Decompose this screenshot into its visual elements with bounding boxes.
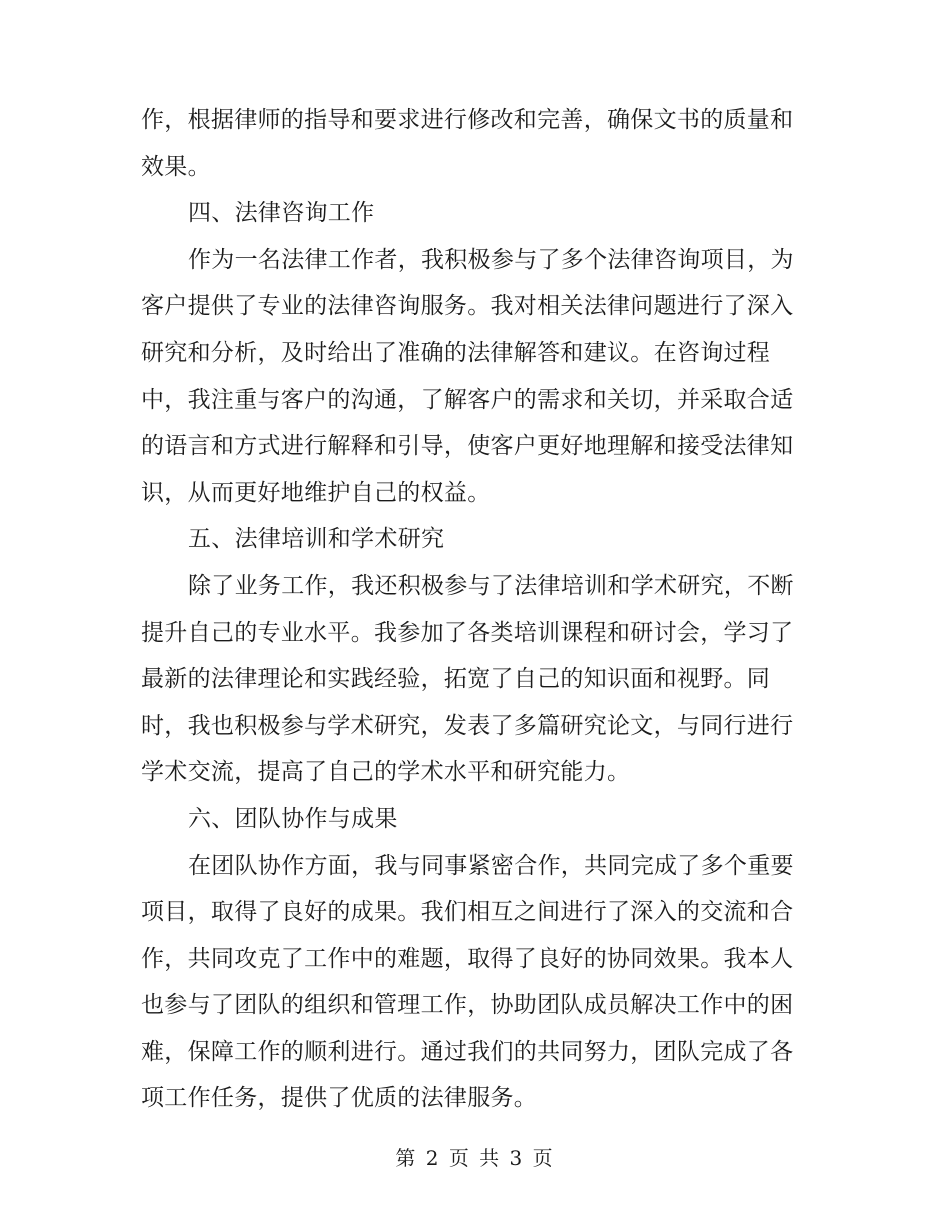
- body-text: [141, 97, 809, 1122]
- text-line: 也参与了团队的组织和管理工作，协助团队成员解决工作中的困: [141, 992, 794, 1019]
- text-line: 效果。: [141, 153, 211, 180]
- text-line: 最新的法律理论和实践经验，拓宽了自己的知识面和视野。同: [141, 666, 771, 693]
- text-line: 难，保障工作的顺利进行。通过我们的共同努力，团队完成了各: [141, 1038, 794, 1065]
- text-line: 研究和分析，及时给出了准确的法律解答和建议。在咨询过程: [141, 339, 771, 366]
- text-line: 的语言和方式进行解释和引导，使客户更好地理解和接受法律知: [141, 433, 794, 460]
- text-line: 时，我也积极参与学术研究，发表了多篇研究论文，与同行进行: [141, 712, 794, 739]
- section-heading: 六、团队协作与成果: [188, 805, 398, 832]
- section-heading: 五、法律培训和学术研究: [188, 526, 445, 553]
- text-line: 中，我注重与客户的沟通，了解客户的需求和关切，并采取合适: [141, 386, 794, 413]
- text-line: 在团队协作方面，我与同事紧密合作，共同完成了多个重要: [188, 852, 794, 879]
- text-line: 识，从而更好地维护自己的权益。: [141, 479, 491, 506]
- text-line: 学术交流，提高了自己的学术水平和研究能力。: [141, 759, 631, 786]
- text-line: 客户提供了专业的法律咨询服务。我对相关法律问题进行了深入: [141, 293, 794, 320]
- section-heading: 四、法律咨询工作: [188, 200, 375, 227]
- page-number-footer: 第 2 页 共 3 页: [395, 1146, 555, 1170]
- text-line: 除了业务工作，我还积极参与了法律培训和学术研究，不断: [188, 572, 794, 599]
- text-line: 项目，取得了良好的成果。我们相互之间进行了深入的交流和合: [141, 899, 794, 926]
- text-line: 项工作任务，提供了优质的法律服务。: [141, 1085, 538, 1112]
- text-line: 提升自己的专业水平。我参加了各类培训课程和研讨会，学习了: [141, 619, 794, 646]
- text-line: 作，根据律师的指导和要求进行修改和完善，确保文书的质量和: [141, 107, 794, 133]
- text-line: 作为一名法律工作者，我积极参与了多个法律咨询项目，为: [188, 246, 794, 273]
- text-line: 作，共同攻克了工作中的难题，取得了良好的协同效果。我本人: [141, 945, 794, 972]
